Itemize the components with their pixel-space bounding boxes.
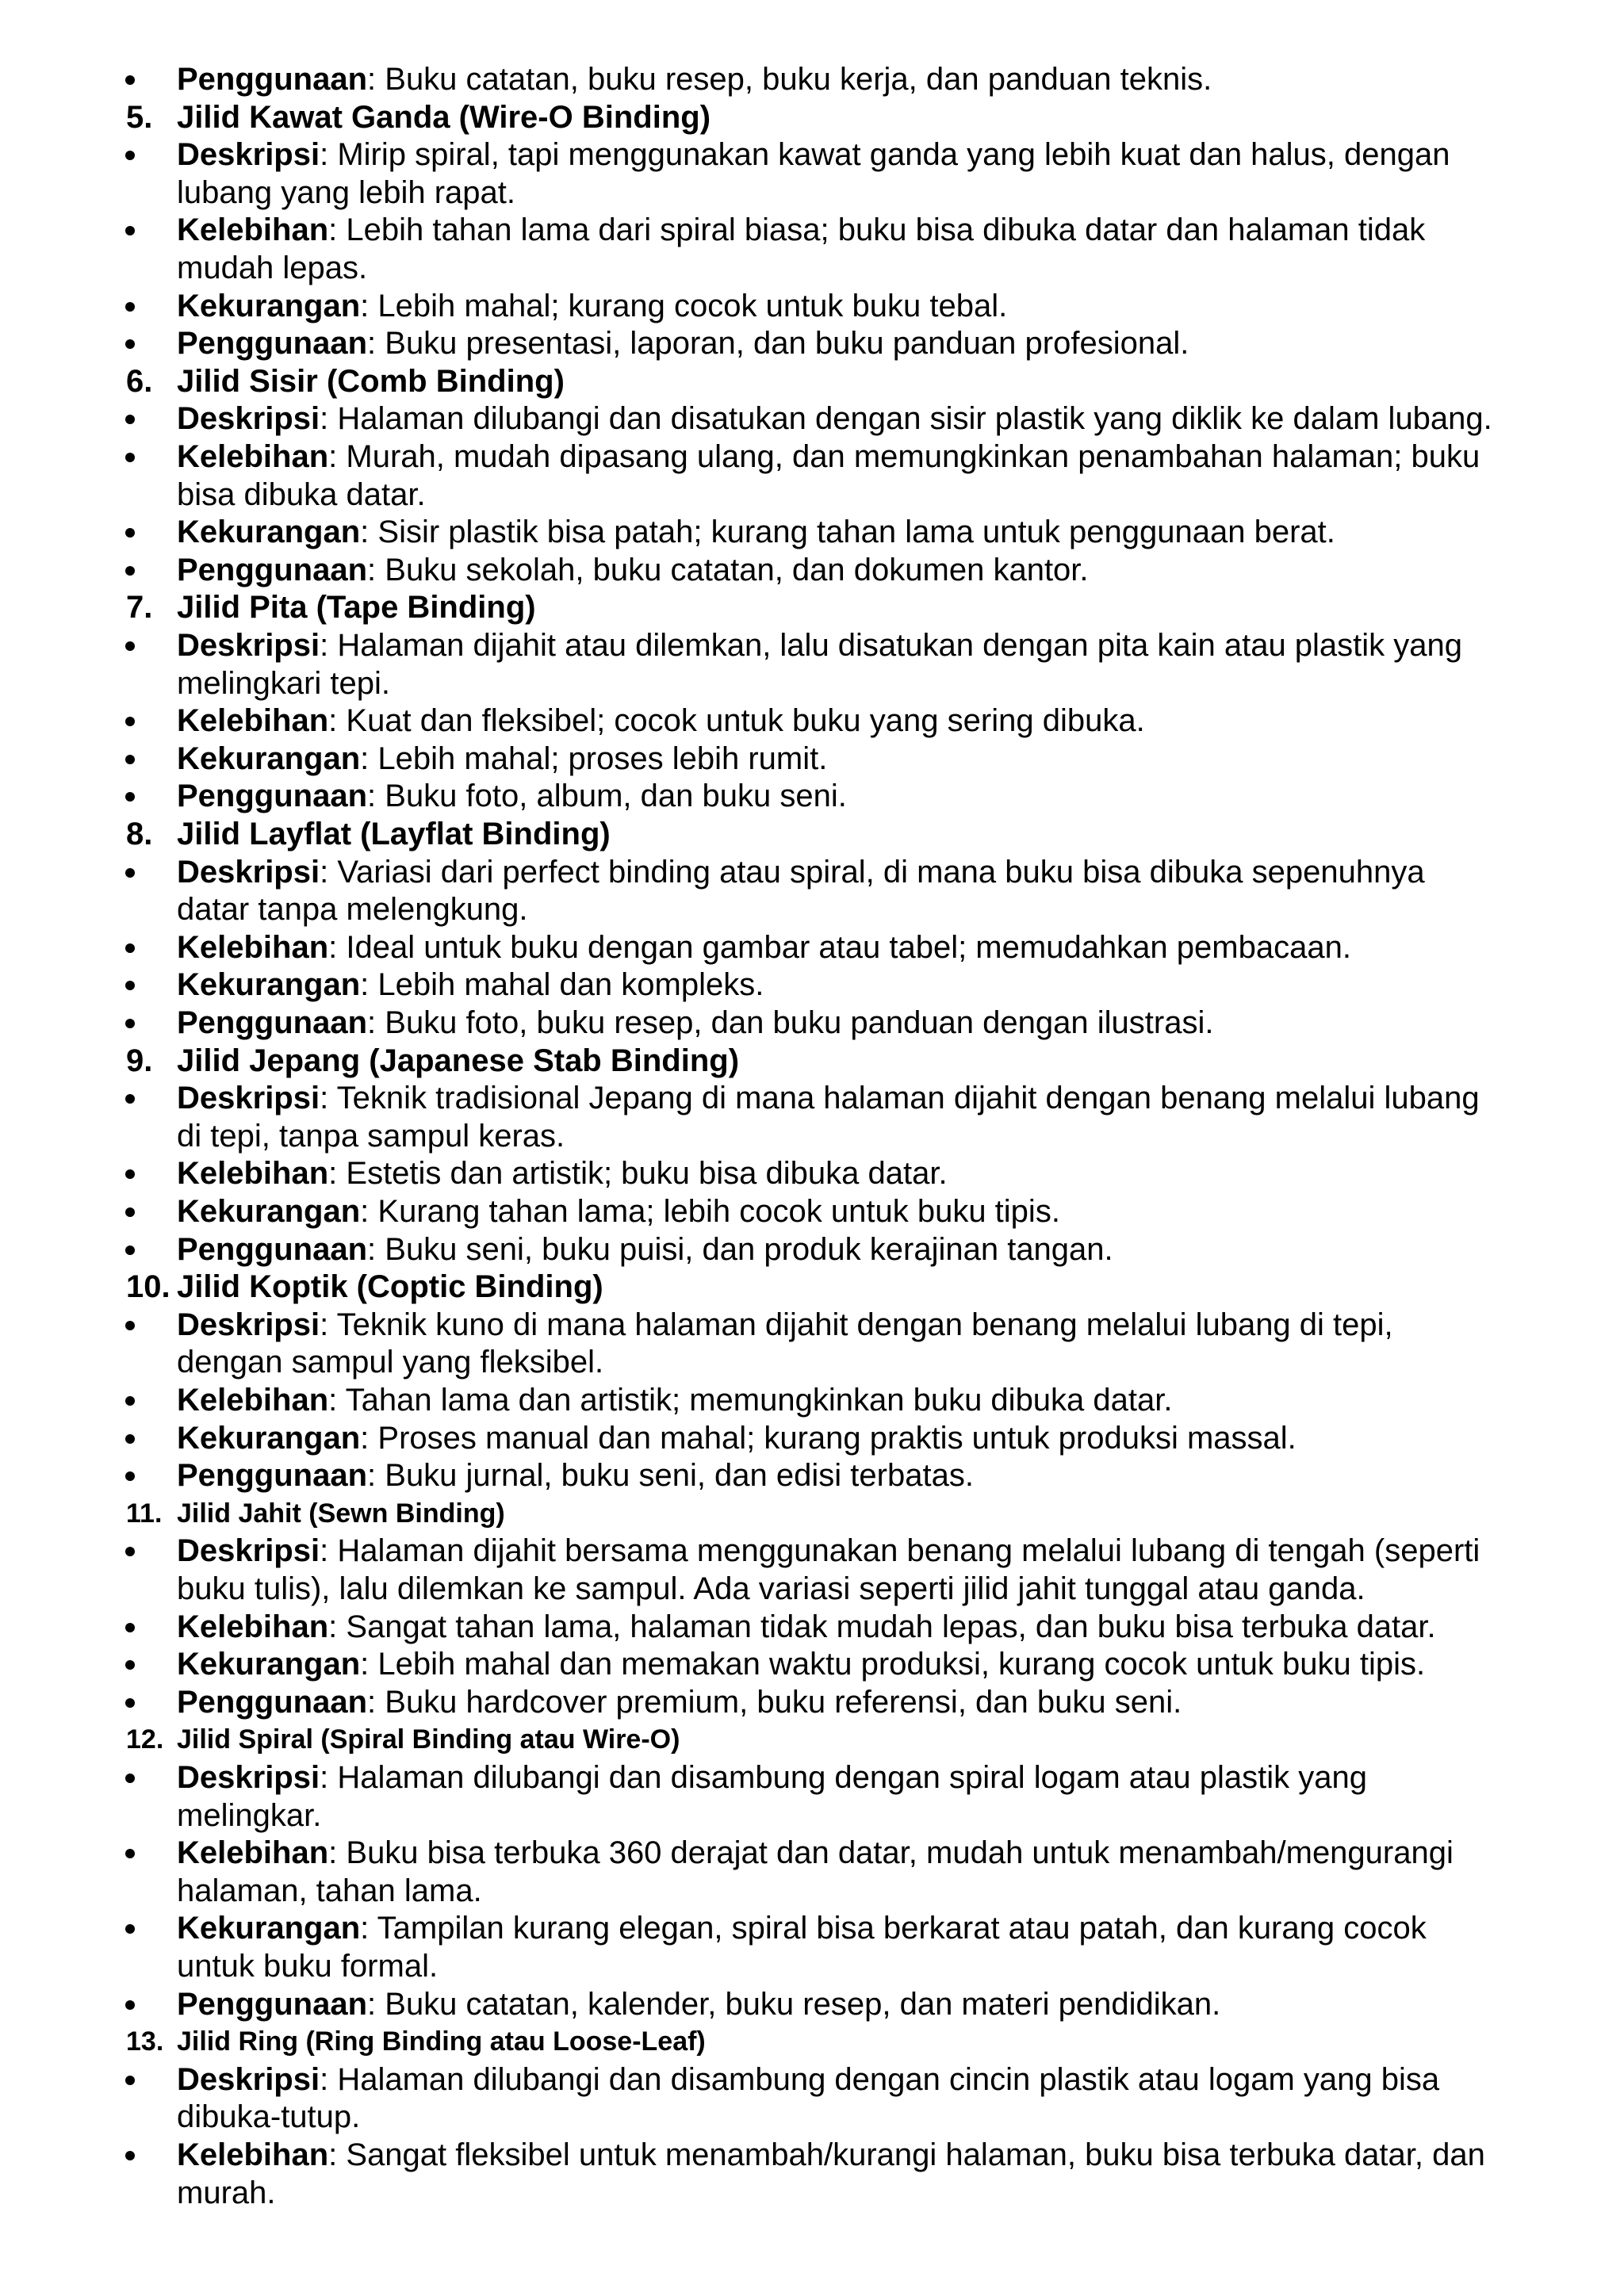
- bullet-text: [177, 400, 1492, 438]
- bullet-text: [177, 1456, 974, 1494]
- bullet-icon: [125, 1396, 135, 1406]
- bullet-text: [177, 740, 827, 778]
- bullet-description: : Buku hardcover premium, buku referensi, dan buku seni.: [367, 1684, 1182, 1720]
- bullet-icon: [125, 453, 135, 462]
- bullet-label: Kekurangan: [177, 1420, 361, 1456]
- section-title: Jilid Jahit (Sewn Binding): [177, 1498, 505, 1529]
- continuation-text: dengan sampul yang fleksibel.: [177, 1345, 604, 1380]
- continuation-text: di tepi, tanpa sampul keras.: [177, 1118, 565, 1154]
- bullet-description: : Ideal untuk buku dengan gambar atau tabel; memudahkan pembacaan.: [328, 929, 1351, 965]
- bullet-label: Deskripsi: [177, 137, 320, 173]
- bullet-description: : Buku presentasi, laporan, dan buku panduan profesional.: [367, 326, 1189, 362]
- bullet-text: [177, 1909, 1427, 1947]
- continuation-line: [0, 664, 1624, 702]
- bullet-text: [177, 853, 1425, 891]
- continuation-line: [0, 1343, 1624, 1381]
- bullet-text: [177, 1154, 948, 1192]
- continuation-line: [0, 1947, 1624, 1985]
- continuation-line: [0, 1117, 1624, 1155]
- bullet-item: [0, 966, 1624, 1004]
- bullet-text: [177, 1834, 1454, 1872]
- bullet-description: : Tahan lama dan artistik; memungkinkan buku dibuka datar.: [328, 1383, 1173, 1418]
- bullet-text: [177, 60, 1212, 98]
- bullet-description: : Lebih mahal dan kompleks.: [360, 967, 764, 1003]
- bullet-icon: [125, 1434, 135, 1444]
- bullet-label: Kekurangan: [177, 515, 361, 550]
- bullet-item: [0, 60, 1624, 98]
- bullet-description: : Kuat dan fleksibel; cocok untuk buku yang sering dibuka.: [328, 703, 1145, 739]
- bullet-description: : Sangat fleksibel untuk menambah/kurangi halaman, buku bisa terbuka datar, dan: [328, 2137, 1485, 2172]
- bullet-icon: [125, 1207, 135, 1217]
- bullet-description: : Buku foto, album, dan buku seni.: [367, 779, 847, 814]
- bullet-label: Penggunaan: [177, 1684, 368, 1720]
- bullet-label: Kekurangan: [177, 1194, 361, 1229]
- bullet-description: : Buku catatan, kalender, buku resep, dan materi pendidikan.: [367, 1986, 1221, 2022]
- continuation-text: datar tanpa melengkung.: [177, 892, 528, 928]
- bullet-item: [0, 1456, 1624, 1494]
- bullet-description: : Sangat tahan lama, halaman tidak mudah lepas, dan buku bisa terbuka datar.: [328, 1609, 1436, 1644]
- bullet-icon: [125, 1547, 135, 1556]
- continuation-text: untuk buku formal.: [177, 1949, 439, 1984]
- section-title: Jilid Kawat Ganda (Wire-O Binding): [177, 99, 711, 135]
- continuation-text: bisa dibuka datar.: [177, 476, 426, 512]
- bullet-description: : Buku catatan, buku resep, buku kerja, dan panduan teknis.: [367, 62, 1212, 97]
- bullet-item: [0, 136, 1624, 174]
- bullet-item: [0, 551, 1624, 589]
- section-title: Jilid Spiral (Spiral Binding atau Wire-O): [177, 1724, 680, 1755]
- bullet-item: [0, 928, 1624, 966]
- bullet-text: [177, 1381, 1173, 1419]
- bullet-label: Penggunaan: [177, 1458, 368, 1494]
- continuation-text: mudah lepas.: [177, 251, 368, 285]
- section-heading: [0, 362, 1624, 400]
- continuation-line: [0, 890, 1624, 928]
- bullet-description: : Teknik tradisional Jepang di mana halaman dijahit dengan benang melalui lubang: [320, 1081, 1480, 1116]
- bullet-icon: [125, 868, 135, 878]
- bullet-text: [177, 287, 1007, 325]
- section-heading: [0, 588, 1624, 626]
- bullet-label: Deskripsi: [177, 854, 320, 890]
- bullet-description: : Buku sekolah, buku catatan, dan dokumen kantor.: [367, 552, 1089, 587]
- bullet-item: [0, 1419, 1624, 1457]
- bullet-label: Kelebihan: [177, 1156, 329, 1192]
- bullet-label: Deskripsi: [177, 401, 320, 437]
- bullet-item: [0, 287, 1624, 325]
- section-heading: [0, 2022, 1624, 2061]
- bullet-icon: [125, 1698, 135, 1708]
- bullet-label: Penggunaan: [177, 326, 368, 362]
- bullet-text: [177, 626, 1462, 664]
- bullet-icon: [125, 1094, 135, 1104]
- bullet-item: [0, 2136, 1624, 2174]
- section-title: Jilid Koptik (Coptic Binding): [177, 1269, 603, 1305]
- section-heading: [0, 1494, 1624, 1533]
- bullet-description: : Variasi dari perfect binding atau spiral, di mana buku bisa dibuka sepenuhnya: [320, 854, 1425, 890]
- section-title: Jilid Pita (Tape Binding): [177, 590, 536, 626]
- bullet-label: Deskripsi: [177, 1533, 320, 1569]
- continuation-text: melingkari tepi.: [177, 665, 391, 701]
- continuation-line: [0, 2174, 1624, 2212]
- section-heading: [0, 1268, 1624, 1306]
- section-title: Jilid Ring (Ring Binding atau Loose-Leaf): [177, 2026, 706, 2057]
- bullet-item: [0, 1758, 1624, 1797]
- bullet-icon: [125, 2076, 135, 2085]
- bullet-item: [0, 777, 1624, 815]
- bullet-label: Kelebihan: [177, 703, 329, 739]
- bullet-label: Deskripsi: [177, 1307, 320, 1342]
- bullet-icon: [125, 1019, 135, 1028]
- bullet-description: : Halaman dijahit atau dilemkan, lalu disatukan dengan pita kain atau plastik yang: [320, 628, 1463, 663]
- bullet-description: : Lebih mahal; kurang cocok untuk buku tebal.: [360, 288, 1008, 323]
- bullet-item: [0, 1532, 1624, 1570]
- bullet-item: [0, 626, 1624, 664]
- continuation-text: lubang yang lebih rapat.: [177, 174, 515, 210]
- bullet-description: : Halaman dilubangi dan disatukan dengan sisir plastik yang diklik ke dalam lubang.: [320, 401, 1492, 437]
- continuation-line: [0, 476, 1624, 514]
- bullet-label: Penggunaan: [177, 779, 368, 814]
- bullet-item: [0, 1985, 1624, 2023]
- bullet-description: : Kurang tahan lama; lebih cocok untuk buku tipis.: [360, 1194, 1060, 1229]
- bullet-label: Deskripsi: [177, 1081, 320, 1116]
- bullet-text: [177, 1985, 1220, 2023]
- bullet-label: Penggunaan: [177, 1986, 368, 2022]
- bullet-icon: [125, 226, 135, 235]
- bullet-label: Kekurangan: [177, 740, 361, 776]
- bullet-icon: [125, 1660, 135, 1670]
- bullet-item: [0, 853, 1624, 891]
- bullet-description: : Proses manual dan mahal; kurang praktis untuk produksi massal.: [360, 1420, 1297, 1456]
- section-number: 10.: [126, 1269, 170, 1305]
- bullet-text: [177, 1004, 1213, 1042]
- continuation-text: buku tulis), lalu dilemkan ke sampul. Ada variasi seperti jilid jahit tunggal atau ganda.: [177, 1571, 1365, 1606]
- continuation-line: [0, 1797, 1624, 1835]
- bullet-label: Kelebihan: [177, 1383, 329, 1418]
- bullet-description: : Tampilan kurang elegan, spiral bisa berkarat atau patah, dan kurang cocok: [360, 1911, 1427, 1946]
- bullet-text: [177, 2136, 1485, 2174]
- continuation-text: halaman, tahan lama.: [177, 1873, 482, 1908]
- section-number: 7.: [126, 590, 153, 626]
- continuation-line: [0, 2098, 1624, 2136]
- bullet-icon: [125, 1321, 135, 1330]
- bullet-item: [0, 1079, 1624, 1117]
- bullet-icon: [125, 1246, 135, 1255]
- bullet-item: [0, 211, 1624, 249]
- bullet-item: [0, 2061, 1624, 2099]
- bullet-description: : Teknik kuno di mana halaman dijahit dengan benang melalui lubang di tepi,: [320, 1307, 1393, 1342]
- bullet-label: Kekurangan: [177, 1647, 361, 1682]
- bullet-text: [177, 513, 1335, 551]
- continuation-text: melingkar.: [177, 1797, 322, 1833]
- bullet-description: : Estetis dan artistik; buku bisa dibuka datar.: [328, 1156, 948, 1192]
- bullet-label: Kelebihan: [177, 439, 329, 474]
- section-number: 9.: [126, 1043, 153, 1078]
- bullet-item: [0, 1381, 1624, 1419]
- bullet-text: [177, 1192, 1060, 1230]
- bullet-item: [0, 1608, 1624, 1646]
- continuation-line: [0, 1570, 1624, 1608]
- bullet-description: : Buku jurnal, buku seni, dan edisi terbatas.: [367, 1458, 974, 1494]
- bullet-description: : Lebih mahal; proses lebih rumit.: [360, 740, 828, 776]
- bullet-text: [177, 1645, 1425, 1683]
- section-title: Jilid Layflat (Layflat Binding): [177, 817, 611, 851]
- section-heading: [0, 815, 1624, 853]
- bullet-icon: [125, 302, 135, 312]
- bullet-text: [177, 324, 1189, 362]
- section-title: Jilid Sisir (Comb Binding): [177, 363, 565, 399]
- bullet-text: [177, 1419, 1297, 1457]
- bullet-icon: [125, 1169, 135, 1179]
- bullet-text: [177, 211, 1425, 249]
- bullet-icon: [125, 755, 135, 764]
- section-heading: [0, 1042, 1624, 1080]
- bullet-item: [0, 1834, 1624, 1872]
- bullet-description: : Halaman dilubangi dan disambung dengan spiral logam atau plastik yang: [320, 1760, 1367, 1795]
- bullet-description: : Buku foto, buku resep, dan buku panduan dengan ilustrasi.: [367, 1005, 1214, 1040]
- bullet-label: Deskripsi: [177, 1760, 320, 1795]
- bullet-icon: [125, 1623, 135, 1632]
- bullet-icon: [125, 566, 135, 576]
- continuation-line: [0, 174, 1624, 212]
- bullet-text: [177, 702, 1145, 740]
- bullet-icon: [125, 792, 135, 802]
- bullet-label: Deskripsi: [177, 628, 320, 663]
- section-number: 8.: [126, 817, 153, 851]
- bullet-text: [177, 1532, 1480, 1570]
- bullet-label: Kekurangan: [177, 1911, 361, 1946]
- bullet-label: Kelebihan: [177, 2137, 329, 2172]
- section-number: 5.: [126, 99, 153, 135]
- bullet-description: : Buku seni, buku puisi, dan produk kerajinan tangan.: [367, 1231, 1113, 1267]
- bullet-item: [0, 1192, 1624, 1230]
- bullet-label: Kelebihan: [177, 1835, 329, 1871]
- bullet-item: [0, 740, 1624, 778]
- bullet-icon: [125, 528, 135, 538]
- bullet-item: [0, 324, 1624, 362]
- bullet-text: [177, 928, 1351, 966]
- continuation-line: [0, 1872, 1624, 1910]
- bullet-icon: [125, 75, 135, 85]
- bullet-icon: [125, 641, 135, 651]
- bullet-description: : Mirip spiral, tapi menggunakan kawat ganda yang lebih kuat dan halus, dengan: [320, 137, 1450, 173]
- bullet-label: Kelebihan: [177, 929, 329, 965]
- bullet-text: [177, 1079, 1480, 1117]
- bullet-item: [0, 1230, 1624, 1269]
- bullet-icon: [125, 943, 135, 953]
- bullet-icon: [125, 717, 135, 726]
- section-number: 13.: [126, 2026, 164, 2057]
- section-heading: [0, 98, 1624, 136]
- bullet-label: Penggunaan: [177, 1231, 368, 1267]
- bullet-description: : Halaman dilubangi dan disambung dengan cincin plastik atau logam yang bisa: [320, 2061, 1440, 2097]
- bullet-label: Deskripsi: [177, 2061, 320, 2097]
- bullet-icon: [125, 981, 135, 990]
- bullet-description: : Lebih mahal dan memakan waktu produksi, kurang cocok untuk buku tipis.: [360, 1647, 1426, 1682]
- bullet-item: [0, 702, 1624, 740]
- section-number: 6.: [126, 363, 153, 399]
- bullet-label: Kekurangan: [177, 288, 361, 323]
- bullet-item: [0, 1154, 1624, 1192]
- bullet-text: [177, 1230, 1113, 1269]
- bullet-text: [177, 1306, 1393, 1344]
- continuation-text: dibuka-tutup.: [177, 2099, 361, 2135]
- bullet-description: : Buku bisa terbuka 360 derajat dan datar, mudah untuk menambah/mengurangi: [328, 1835, 1454, 1871]
- bullet-description: : Lebih tahan lama dari spiral biasa; buku bisa dibuka datar dan halaman tidak: [328, 212, 1426, 248]
- bullet-text: [177, 2061, 1439, 2099]
- bullet-icon: [125, 415, 135, 424]
- bullet-icon: [125, 1849, 135, 1858]
- bullet-text: [177, 1608, 1436, 1646]
- bullet-label: Kekurangan: [177, 967, 361, 1003]
- bullet-label: Penggunaan: [177, 1005, 368, 1040]
- bullet-text: [177, 438, 1480, 476]
- bullet-description: : Murah, mudah dipasang ulang, dan memungkinkan penambahan halaman; buku: [328, 439, 1480, 474]
- continuation-text: murah.: [177, 2175, 276, 2210]
- bullet-icon: [125, 1774, 135, 1783]
- section-number: 11.: [126, 1498, 163, 1529]
- bullet-text: [177, 136, 1450, 174]
- bullet-item: [0, 438, 1624, 476]
- bullet-icon: [125, 339, 135, 349]
- bullet-description: : Halaman dijahit bersama menggunakan benang melalui lubang di tengah (seperti: [320, 1533, 1480, 1569]
- bullet-item: [0, 1306, 1624, 1344]
- bullet-item: [0, 1004, 1624, 1042]
- bullet-item: [0, 1683, 1624, 1721]
- bullet-label: Penggunaan: [177, 552, 368, 587]
- bullet-icon: [125, 2000, 135, 2010]
- continuation-line: [0, 249, 1624, 287]
- bullet-text: [177, 1683, 1182, 1721]
- bullet-description: : Sisir plastik bisa patah; kurang tahan lama untuk penggunaan berat.: [360, 515, 1335, 550]
- section-number: 12.: [126, 1724, 164, 1755]
- bullet-text: [177, 966, 764, 1004]
- bullet-icon: [125, 1924, 135, 1934]
- section-heading: [0, 1720, 1624, 1758]
- bullet-icon: [125, 1471, 135, 1481]
- bullet-icon: [125, 2151, 135, 2160]
- bullet-item: [0, 1645, 1624, 1683]
- bullet-item: [0, 513, 1624, 551]
- bullet-item: [0, 400, 1624, 438]
- bullet-text: [177, 777, 847, 815]
- bullet-text: [177, 1758, 1367, 1797]
- bullet-icon: [125, 151, 135, 160]
- bullet-text: [177, 551, 1089, 589]
- bullet-label: Kelebihan: [177, 212, 329, 248]
- bullet-label: Kelebihan: [177, 1609, 329, 1644]
- bullet-item: [0, 1909, 1624, 1947]
- bullet-label: Penggunaan: [177, 62, 368, 97]
- section-title: Jilid Jepang (Japanese Stab Binding): [177, 1043, 740, 1078]
